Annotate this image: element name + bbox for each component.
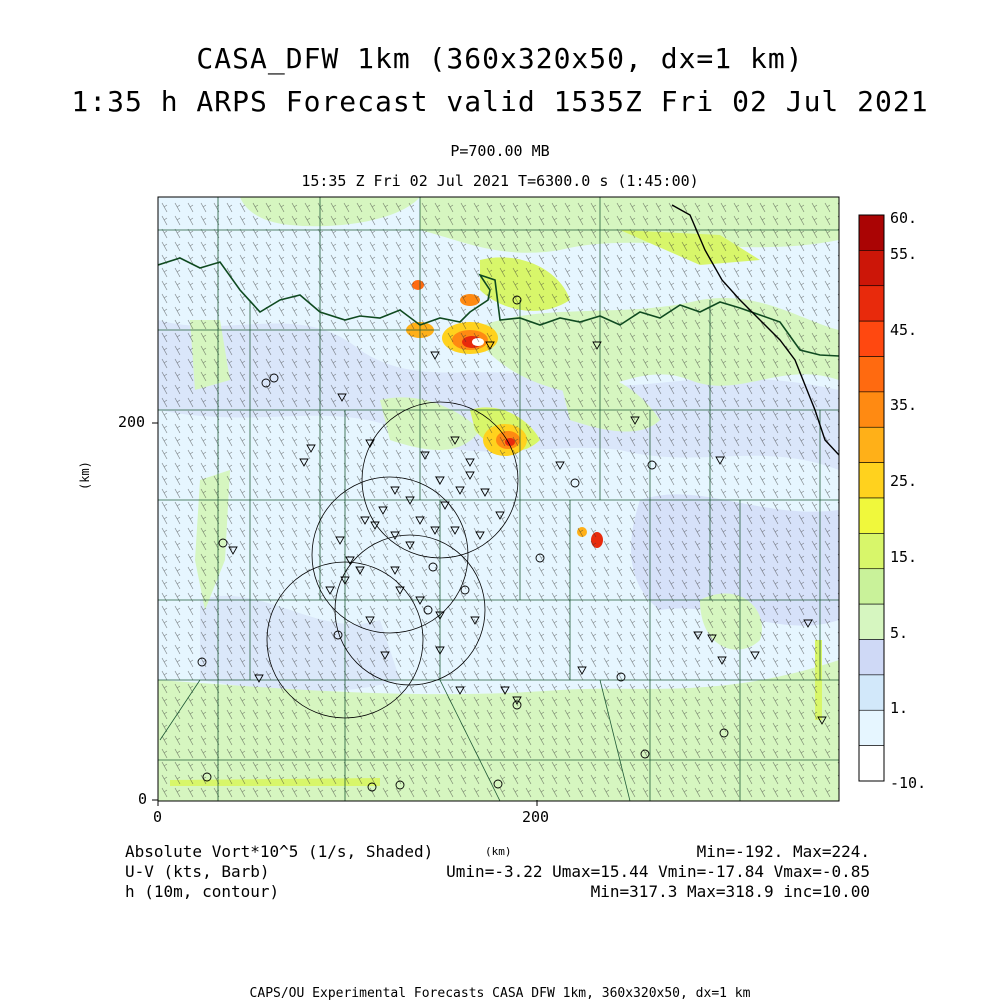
x-tick-0: 0 bbox=[153, 808, 163, 826]
field-contour-label: h (10m, contour) bbox=[125, 882, 280, 901]
colorbar-label-5: 5. bbox=[890, 624, 909, 642]
x-axis-label: (km) bbox=[485, 845, 512, 858]
y-axis-label: (km) bbox=[78, 461, 92, 490]
colorbar-segment bbox=[859, 286, 884, 321]
height-minmax: Min=317.3 Max=318.9 inc=10.00 bbox=[590, 882, 870, 901]
colorbar-segment bbox=[859, 250, 884, 285]
valid-time-label: 15:35 Z Fri 02 Jul 2021 T=6300.0 s (1:45:00) bbox=[301, 172, 699, 190]
colorbar-label-25: 25. bbox=[890, 472, 918, 490]
colorbar-label-45: 45. bbox=[890, 321, 918, 339]
colorbar-segment bbox=[859, 604, 884, 639]
map-plot-area bbox=[158, 197, 843, 801]
field-shaded-label: Absolute Vort*10^5 (1/s, Shaded) bbox=[125, 842, 434, 861]
colorbar-segment bbox=[859, 463, 884, 498]
pressure-level-label: P=700.00 MB bbox=[450, 142, 550, 160]
wind-minmax: Umin=-3.22 Umax=15.44 Vmin=-17.84 Vmax=-0.85 bbox=[446, 862, 870, 881]
y-tick-200: 200 bbox=[118, 413, 146, 431]
colorbar-segment bbox=[859, 427, 884, 462]
colorbar-segment bbox=[859, 710, 884, 745]
chart-title-line2: 1:35 h ARPS Forecast valid 1535Z Fri 02 Jul 2021 bbox=[71, 85, 929, 118]
y-tick-0: 0 bbox=[138, 790, 148, 808]
colorbar-label-55: 55. bbox=[890, 245, 918, 263]
field-barb-label: U-V (kts, Barb) bbox=[125, 862, 270, 881]
colorbar-label-15: 15. bbox=[890, 548, 918, 566]
colorbar-segment bbox=[859, 640, 884, 675]
colorbar-label-neg10: -10. bbox=[890, 774, 927, 792]
colorbar-segment bbox=[859, 675, 884, 710]
chart-title-line1: CASA_DFW 1km (360x320x50, dx=1 km) bbox=[196, 42, 804, 75]
colorbar-segment bbox=[859, 746, 884, 781]
colorbar-segment bbox=[859, 321, 884, 356]
footer-credit: CAPS/OU Experimental Forecasts CASA DFW 1km, 360x320x50, dx=1 km bbox=[249, 986, 751, 1001]
colorbar-segment bbox=[859, 357, 884, 392]
colorbar-segment bbox=[859, 392, 884, 427]
colorbar-segment bbox=[859, 569, 884, 604]
colorbar-segment bbox=[859, 533, 884, 568]
colorbar-label-1: 1. bbox=[890, 699, 909, 717]
vorticity-minmax: Min=-192. Max=224. bbox=[696, 842, 870, 861]
colorbar-segment bbox=[859, 215, 884, 250]
colorbar-label-35: 35. bbox=[890, 396, 918, 414]
colorbar-segment bbox=[859, 498, 884, 533]
x-tick-200: 200 bbox=[522, 808, 550, 826]
colorbar bbox=[859, 215, 884, 781]
colorbar-label-60: 60. bbox=[890, 209, 918, 227]
